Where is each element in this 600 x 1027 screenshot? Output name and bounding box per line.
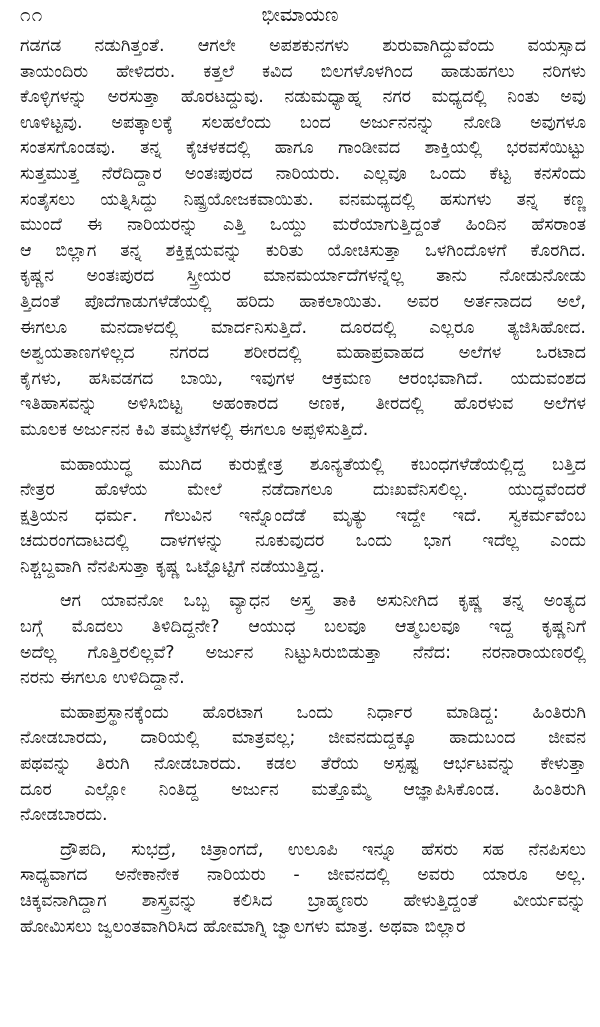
text-line: ದೂರ ಎಲ್ಲೋ ನಿಂತಿದ್ದ ಅರ್ಜುನ ಮತ್ತೊಮ್ಮೆ ಆಜ್ಞಾಪಿಸಿಕೊಂಡ. ಹಿಂತಿರುಗಿ [20,779,586,800]
body-text [20,34,586,949]
text-line: ನಿಶ್ಚಬ್ದವಾಗಿ ನೆನಪಿಸುತ್ತಾ ಕೃಷ್ಣ ಒಟ್ಟೊಟ್ಟಿಗೆ ನಡೆಯುತ್ತಿದ್ದ. [20,556,325,577]
text-line: ಕ್ಷತ್ರಿಯನ ಧರ್ಮ. ಗೆಲುವಿನ ಇನ್ನೊಂದೆಡೆ ಮೃತ್ಯು ಇದ್ದೇ ಇದೆ. ಸ್ವಕರ್ಮವೆಂಬ [20,505,586,526]
text-line: ಆ ಬಿಲ್ಲಾಗ ತನ್ನ ಶಕ್ತಿಕ್ಷಯವನ್ನು ಕುರಿತು ಯೋಚಿಸುತ್ತಾ ಒಳಗಿಂದೊಳಗೆ ಕೊರಗಿದ. [20,240,586,261]
text-line: ಸಾಧ್ಯವಾಗದ ಅನೇಕಾನೇಕ ನಾರಿಯರು - ಜೀವನದಲ್ಲಿ ಅವರು ಯಾರೂ ಅಲ್ಲ. [20,865,586,886]
text-line: ಮಹಾಪ್ರಸ್ಥಾನಕ್ಕೆಂದು ಹೊರಟಾಗ ಒಂದು ನಿರ್ಧಾರ ಮಾಡಿದ್ದ: ಹಿಂತಿರುಗಿ [60,702,586,723]
text-line: ಗಡಗಡ ನಡುಗಿತ್ತಂತೆ. ಆಗಲೇ ಅಪಶಕುನಗಳು ಶುರುವಾಗಿದ್ದುವೆಂದು ವಯಸ್ಸಾದ [20,36,586,56]
text-line: ತಾಯಂದಿರು ಹೇಳಿದರು. ಕತ್ತಲೆ ಕವಿದ ಬಿಲಗಳೊಳಗಿಂದ ಹಾಡುಹಗಲು ನರಿಗಳು [20,61,586,82]
text-line: ತ್ತಿದಂತೆ ಪೊದೆಗಾಡುಗಳೆಡೆಯಲ್ಲಿ ಹರಿದು ಹಾಕಲಾಯಿತು. ಅವರ ಅರ್ತನಾದದ ಅಲೆ, [20,291,586,312]
text-line: ಚಿಕ್ಕವನಾಗಿದ್ದಾಗ ಶಾಸ್ತ್ರವನ್ನು ಕಲಿಸಿದ ಬ್ರಾಹ್ಮಣರು ಹೇಳುತ್ತಿದ್ದಂತೆ ವೀರ್ಯವನ್ನು [20,891,586,911]
paragraph [20,453,586,581]
text-line: ಚದುರಂಗದಾಟದಲ್ಲಿ ದಾಳಗಳನ್ನು ನೂಕುವುದರ ಒಂದು ಭಾಗ ಇದೆಲ್ಲ ಎಂದು [20,531,586,552]
text-line: ಹೋಮಿಸಲು ಜ್ವಲಂತವಾಗಿರಿಸಿದ ಹೋಮಾಗ್ನಿ ಜ್ವಾಲಗಳು ಮಾತ್ರ. ಅಥವಾ ಬಿಲ್ಲಾರ [20,916,466,937]
text-line: ಅದೆಲ್ಲ ಗೊತ್ತಿರಲಿಲ್ಲವೆ? ಅರ್ಜುನ ನಿಟ್ಟುಸಿರುಬಿಡುತ್ತಾ ನೆನೆದ: ನರನಾರಾಯಣರಲ್ಲಿ [20,642,586,663]
text-line: ಸಂತೈಸಲು ಯತ್ನಿಸಿದ್ದು ನಿಷ್ಪ್ರಯೋಜಕವಾಯಿತು. ವನಮಧ್ಯದಲ್ಲಿ ಹಸುಗಳು ತನ್ನ ಕಣ್ಣ [20,189,586,210]
text-line: ಆಗ ಯಾವನೋ ಒಬ್ಬ ವ್ಯಾಧನ ಅಸ್ತ್ರ ತಾಕಿ ಅಸುನೀಗಿದ ಕೃಷ್ಣ ತನ್ನ ಅಂತ್ಯದ [60,591,586,612]
paragraph [20,701,586,829]
text-line: ಅಶ್ವಯತಾಣಗಳಿಲ್ಲದ ನಗರದ ಶರೀರದಲ್ಲಿ ಮಹಾಪ್ರವಾಹದ ಅಲೆಗಳ ಒರಟಾದ [20,343,586,364]
paragraph [20,589,586,691]
page-header [0,0,600,36]
text-line: ನೋಡಬಾರದು, ದಾರಿಯಲ್ಲಿ ಮಾತ್ರವಲ್ಲ; ಜೀವನದುದ್ದಕ್ಕೂ ಹಾದುಬಂದ ಜೀವನ [20,728,586,749]
text-line: ಸುತ್ತಮುತ್ತ ನೆರೆದಿದ್ದಾರ ಅಂತಃಪುರದ ನಾರಿಯರು. ಎಲ್ಲವೂ ಒಂದು ಕೆಟ್ಟ ಕನಸೆಂದು [20,163,586,184]
running-title: ಭೀಮಾಯಣ [261,4,339,26]
text-line: ಕೈಗಳು, ಹಸಿವಡಗದ ಬಾಯಿ, ಇವುಗಳ ಆಕ್ರಮಣ ಆರಂಭವಾಗಿದೆ. ಯದುವಂಶದ [20,368,586,389]
text-line: ಮೂಲಕ ಅರ್ಜುನನ ಕಿವಿ ತಮ್ಮಟೆಗಳಲ್ಲಿ ಈಗಲೂ ಅಪ್ಪಳಿಸುತ್ತಿದೆ. [20,419,369,440]
text-line: ಮಹಾಯುದ್ಧ ಮುಗಿದ ಕುರುಕ್ಷೇತ್ರ ಶೂನ್ಯತೆಯಲ್ಲಿ ಕಬಂಧಗಳೆಡೆಯಲ್ಲಿದ್ದ ಬತ್ತಿದ [60,454,586,475]
paragraph [20,838,586,940]
text-line: ನೋಡಬಾರದು. [20,805,108,826]
text-line: ದ್ರೌಪದಿ, ಸುಭದ್ರೆ, ಚಿತ್ರಾಂಗದೆ, ಉಲೂಪಿ ಇನ್ನೂ ಹೆಸರು ಸಹ ನೆನಪಿಸಲು [60,839,586,860]
text-line: ಕೃಷ್ಣನ ಅಂತಃಪುರದ ಸ್ತ್ರೀಯರ ಮಾನಮರ್ಯಾದೆಗಳನ್ನೆಲ್ಲ ತಾನು ನೋಡುನೋಡು [20,266,586,287]
text-line: ಈಗಲೂ ಮನದಾಳದಲ್ಲಿ ಮಾರ್ದನಿಸುತ್ತಿದೆ. ದೂರದಲ್ಲಿ ಎಲ್ಲರೂ ತ್ಯಜಿಸಿಹೋದ. [20,317,586,338]
text-line: ಬಗ್ಗೆ ಮೊದಲು ತಿಳಿದಿದ್ದನೇ? ಆಯುಧ ಬಲವೂ ಆತ್ಮಬಲವೂ ಇದ್ದ ಕೃಷ್ಣನಿಗೆ [20,617,586,638]
text-line: ಪಥವನ್ನು ತಿರುಗಿ ನೋಡಬಾರದು. ಕಡಲ ತೆರೆಯ ಅಸ್ಪಷ್ಟ ಆರ್ಭಟವನ್ನು ಕೇಳುತ್ತಾ [20,754,586,775]
paragraph [20,34,586,444]
text-line: ಮುಂದೆ ಈ ನಾರಿಯರನ್ನು ಎತ್ತಿ ಒಯ್ದು ಮರೆಯಾಗುತ್ತಿದ್ದಂತೆ ಹಿಂದಿನ ಹೆಸರಾಂತ [20,215,586,236]
text-line: ಸಂತಸಗೊಂಡವು. ತನ್ನ ಕೈಚಳಕದಲ್ಲಿ ಹಾಗೂ ಗಾಂಡೀವದ ಶಾಕ್ತಿಯಲ್ಲಿ ಭರವಸೆಯಿಟ್ಟು [20,138,586,159]
text-line: ನೇತ್ರರ ಹೊಳೆಯ ಮೇಲೆ ನಡೆದಾಗಲೂ ದುಃಖವೆನಿಸಲಿಲ್ಲ. ಯುದ್ಧವೆಂದರೆ [20,480,586,501]
text-line: ನರನು ಈಗಲೂ ಉಳಿದಿದ್ದಾನೆ. [20,668,185,689]
text-line: ಊಳಿಟ್ಟವು. ಅಪತ್ಕಾಲಕ್ಕೆ ಸಲಹಲೆಂದು ಬಂದ ಅರ್ಜುನನನ್ನು ನೋಡಿ ಅವುಗಳೂ [20,112,586,133]
text-line: ಇತಿಹಾಸವನ್ನು ಅಳಿಸಿಬಿಟ್ಟ ಅಹಂಕಾರದ ಅಣಕ, ತೀರದಲ್ಲಿ ಹೊರಳುವ ಅಲೆಗಳ [20,394,586,415]
page-number: ೧೧ [20,4,44,26]
text-line: ಕೊಳ್ಳಿಗಳನ್ನು ಅರಸುತ್ತಾ ಹೊರಟದ್ದುವು. ನಡುಮಧ್ಯಾಹ್ನ ನಗರ ಮಧ್ಯದಲ್ಲಿ ನಿಂತು ಅವು [20,87,586,108]
